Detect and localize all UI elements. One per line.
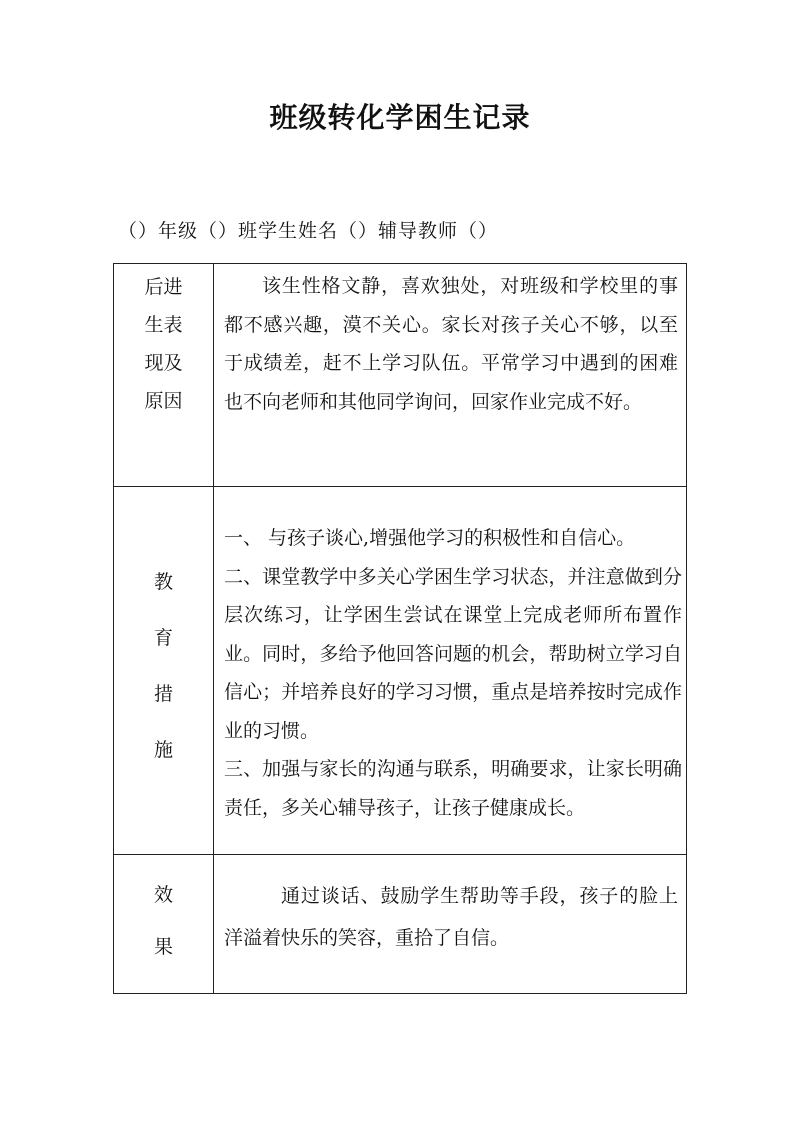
effect-description: 通过谈话、鼓励学生帮助等手段，孩子的脸上洋溢着快乐的笑容，重拾了自信。 — [224, 885, 678, 949]
content-cell-effect — [214, 855, 687, 994]
label-cell-effect — [114, 855, 214, 994]
table-row-effect — [114, 855, 687, 994]
measure-item-1: 一、 与孩子谈心,增强他学习的积极性和自信心。 — [224, 527, 636, 549]
label-cell-performance — [114, 264, 214, 487]
content-cell-performance — [214, 264, 687, 487]
label-effect: 效 果 — [153, 884, 173, 958]
performance-description: 该生性格文静，喜欢独处，对班级和学校里的事都不感兴趣，漠不关心。家长对孩子关心不够，以至于成绩差，赶不上学习队伍。平常学习中遇到的困难也不向老师和其他同学询问，回家作业完成不好。 — [224, 275, 678, 413]
table-row-performance — [114, 264, 687, 487]
label-cell-measures — [114, 487, 214, 855]
table-row-measures — [114, 487, 687, 855]
label-education-measures: 教 育 措 施 — [153, 570, 173, 761]
label-performance-and-causes: 后进 生表 现及 原因 — [144, 276, 183, 412]
measure-item-3: 三、加强与家长的沟通与联系，明确要求，让家长明确责任，多关心辅导孩子，让孩子健康成长。 — [224, 758, 682, 819]
record-table — [113, 263, 687, 994]
document-title: 班级转化学困生记录 — [269, 101, 531, 134]
measure-item-2: 二、课堂教学中多关心学困生学习状态，并注意做到分层次练习，让学困生尝试在课堂上完成老师所布置作业。同时，多给予他回答问题的机会，帮助树立学习自信心；并培养良好的学习习惯，重点是培养按时完成作业的习惯。 — [224, 565, 682, 742]
content-cell-measures — [214, 487, 687, 855]
student-info-line: （）年级（）班学生姓名（）辅导教师（） — [118, 220, 499, 242]
